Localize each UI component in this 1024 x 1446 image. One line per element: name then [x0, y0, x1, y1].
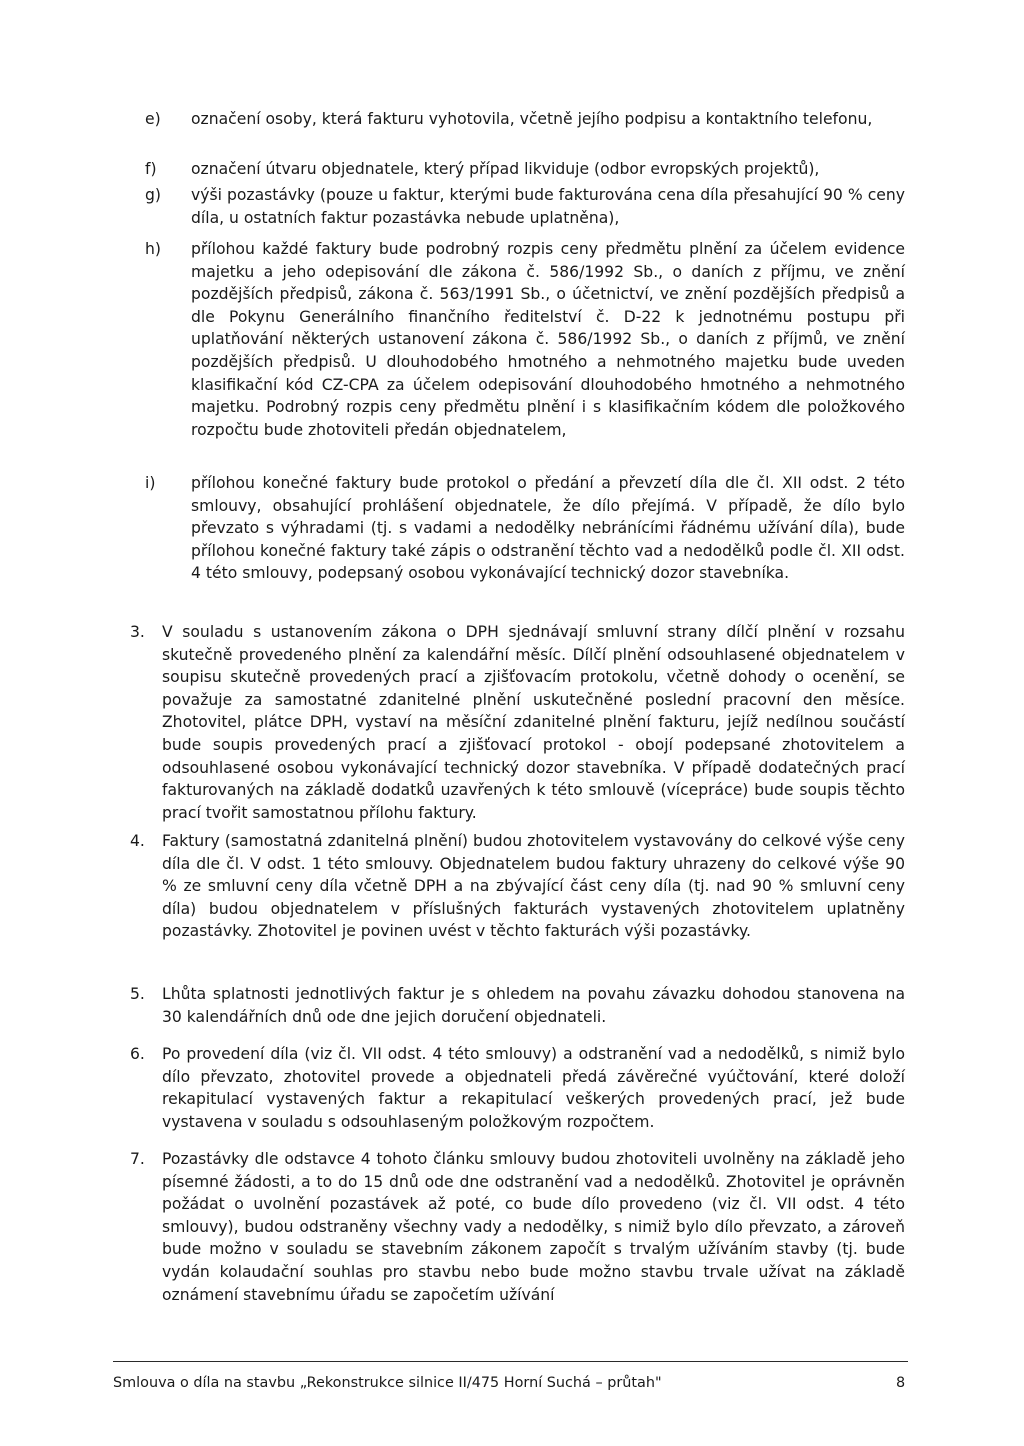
- numbered-item-text: Pozastávky dle odstavce 4 tohoto článku smlouvy budou zhotoviteli uvolněny na základě jeho písemné žádosti, a to do 15 dnů ode dne odstranění vad a nedodělků. Zhotovitel je oprávněn požádat o uvolnění pozastávek až poté, co bude dílo provedeno (viz čl. VII odst. 4 této smlouvy), budou odstraněny všechny vady a nedodělky, s nimiž bylo dílo převzato, a zároveň bude možno v souladu se stavebním zákonem započít s trvalým užíváním stavby (tj. bude vydán kolaudační souhlas pro stavbu nebo bude možno stavbu trvale užívat na základě oznámení stavebnímu úřadu se započetím užívání: [162, 1150, 905, 1304]
- sub-item-f: [145, 158, 905, 181]
- sub-item-h: [145, 238, 905, 468]
- numbered-item-marker: 6.: [130, 1045, 145, 1063]
- numbered-item-marker: 4.: [130, 832, 145, 850]
- numbered-item-text: Po provedení díla (viz čl. VII odst. 4 této smlouvy) a odstranění vad a nedodělků, s nimiž bylo dílo převzato, zhotovitel provede a objednateli předá závěrečné vyúčtování, které doloží rekapitulací vystavených faktur a rekapitulací veškerých provedených prací, jež bude vystavena v souladu s odsouhlaseným položkovým rozpočtem.: [162, 1045, 905, 1131]
- sub-item-i: [145, 472, 905, 612]
- sub-item-text: přílohou konečné faktury bude protokol o předání a převzetí díla dle čl. XII odst. 2 této smlouvy, obsahující prohlášení objednatele, že dílo přejímá. V případě, že dílo bylo převzato s výhradami (tj. s vadami a nedodělky nebránícími řádnému užívání díla), bude přílohou konečné faktury také zápis o odstranění těchto vad a nedodělků podle čl. XII odst. 4 této smlouvy, podepsaný osobou vykonávající technický dozor stavebníka.: [191, 474, 905, 583]
- sub-item-marker: h): [145, 240, 161, 258]
- numbered-item-7: [130, 1148, 906, 1332]
- numbered-item-text: Faktury (samostatná zdanitelná plnění) budou zhotovitelem vystavovány do celkové výše ceny díla dle čl. V odst. 1 této smlouvy. Objednatelem budou faktury uhrazeny do celkové výše 90 % ze smluvní ceny díla včetně DPH a na zbývající část ceny díla (tj. nad 90 % smluvní ceny díla) budou objednatelem v příslušných fakturách vystavených zhotovitelem uplatněny pozastávky. Zhotovitel je povinen uvést v těchto fakturách výši pozastávky.: [162, 832, 905, 941]
- page-number: 8: [896, 1375, 906, 1391]
- sub-item-text: přílohou každé faktury bude podrobný rozpis ceny předmětu plnění za účelem evidence majetku a jeho odepisování dle zákona č. 586/1992 Sb., o daních z příjmu, ve znění pozdějších předpisů, zákona č. 563/1991 Sb., o účetnictví, ve znění pozdějších předpisů a dle Pokynu Generálního finančního ředitelství č. D-22 k jednotnému postupu při uplatňování některých ustanovení zákona č. 586/1992 Sb., o daních z příjmů, ve znění pozdějších předpisů. U dlouhodobého hmotného a nehmotného majetku bude uveden klasifikační kód CZ-CPA za účelem odepisování dlouhodobého hmotného a nehmotného majetku. Podrobný rozpis ceny předmětu plnění i s klasifikačním kódem dle položkového rozpočtu bude zhotoviteli předán objednatelem,: [191, 240, 905, 439]
- numbered-item-5: [130, 983, 906, 1029]
- sub-item-text: označení útvaru objednatele, který případ likviduje (odbor evropských projektů),: [191, 160, 820, 178]
- numbered-item-6: [130, 1043, 906, 1135]
- numbered-item-marker: 5.: [130, 985, 145, 1003]
- sub-item-text: označení osoby, která fakturu vyhotovila, včetně jejího podpisu a kontaktního telefonu,: [191, 110, 873, 128]
- sub-item-marker: i): [145, 474, 156, 492]
- sub-item-g: [145, 184, 905, 230]
- numbered-item-marker: 3.: [130, 623, 145, 641]
- numbered-item-text: Lhůta splatnosti jednotlivých faktur je s ohledem na povahu závazku dohodou stanovena na 30 kalendářních dnů ode dne jejich doručení objednateli.: [162, 985, 905, 1026]
- numbered-item-4: [130, 830, 906, 970]
- numbered-item-text: V souladu s ustanovením zákona o DPH sjednávají smluvní strany dílčí plnění v rozsahu skutečně provedeného plnění za kalendářní měsíc. Dílčí plnění odsouhlasené objednatelem v soupisu skutečně provedených prací a zjišťovacím protokolu, včetně dohody o ocenění, se považuje za samostatné zdanitelné plnění uskutečněné poslední pracovní den měsíce. Zhotovitel, plátce DPH, vystaví na měsíční zdanitelné plnění fakturu, jejíž nedílnou součástí bude soupis provedených prací a zjišťovací protokol - obojí podepsané zhotovitelem a odsouhlasené osobou vykonávající technický dozor stavebníka. V případě dodatečných prací fakturovaných na základě dodatků uzavřených k této smlouvě (vícepráce) bude soupis těchto prací tvořit samostatnou přílohu faktury.: [162, 623, 905, 822]
- sub-item-marker: g): [145, 186, 161, 204]
- sub-item-marker: e): [145, 110, 161, 128]
- numbered-item-marker: 7.: [130, 1150, 145, 1168]
- sub-item-marker: f): [145, 160, 157, 178]
- sub-item-e: [145, 108, 905, 154]
- sub-item-text: výši pozastávky (pouze u faktur, kterými bude fakturována cena díla přesahující 90 % ceny díla, u ostatních faktur pozastávka nebude uplatněna),: [191, 186, 905, 227]
- numbered-item-3: [130, 621, 906, 831]
- footer-title: Smlouva o díla na stavbu „Rekonstrukce silnice II/475 Horní Suchá – průtah": [113, 1375, 662, 1391]
- footer-divider: [113, 1361, 908, 1362]
